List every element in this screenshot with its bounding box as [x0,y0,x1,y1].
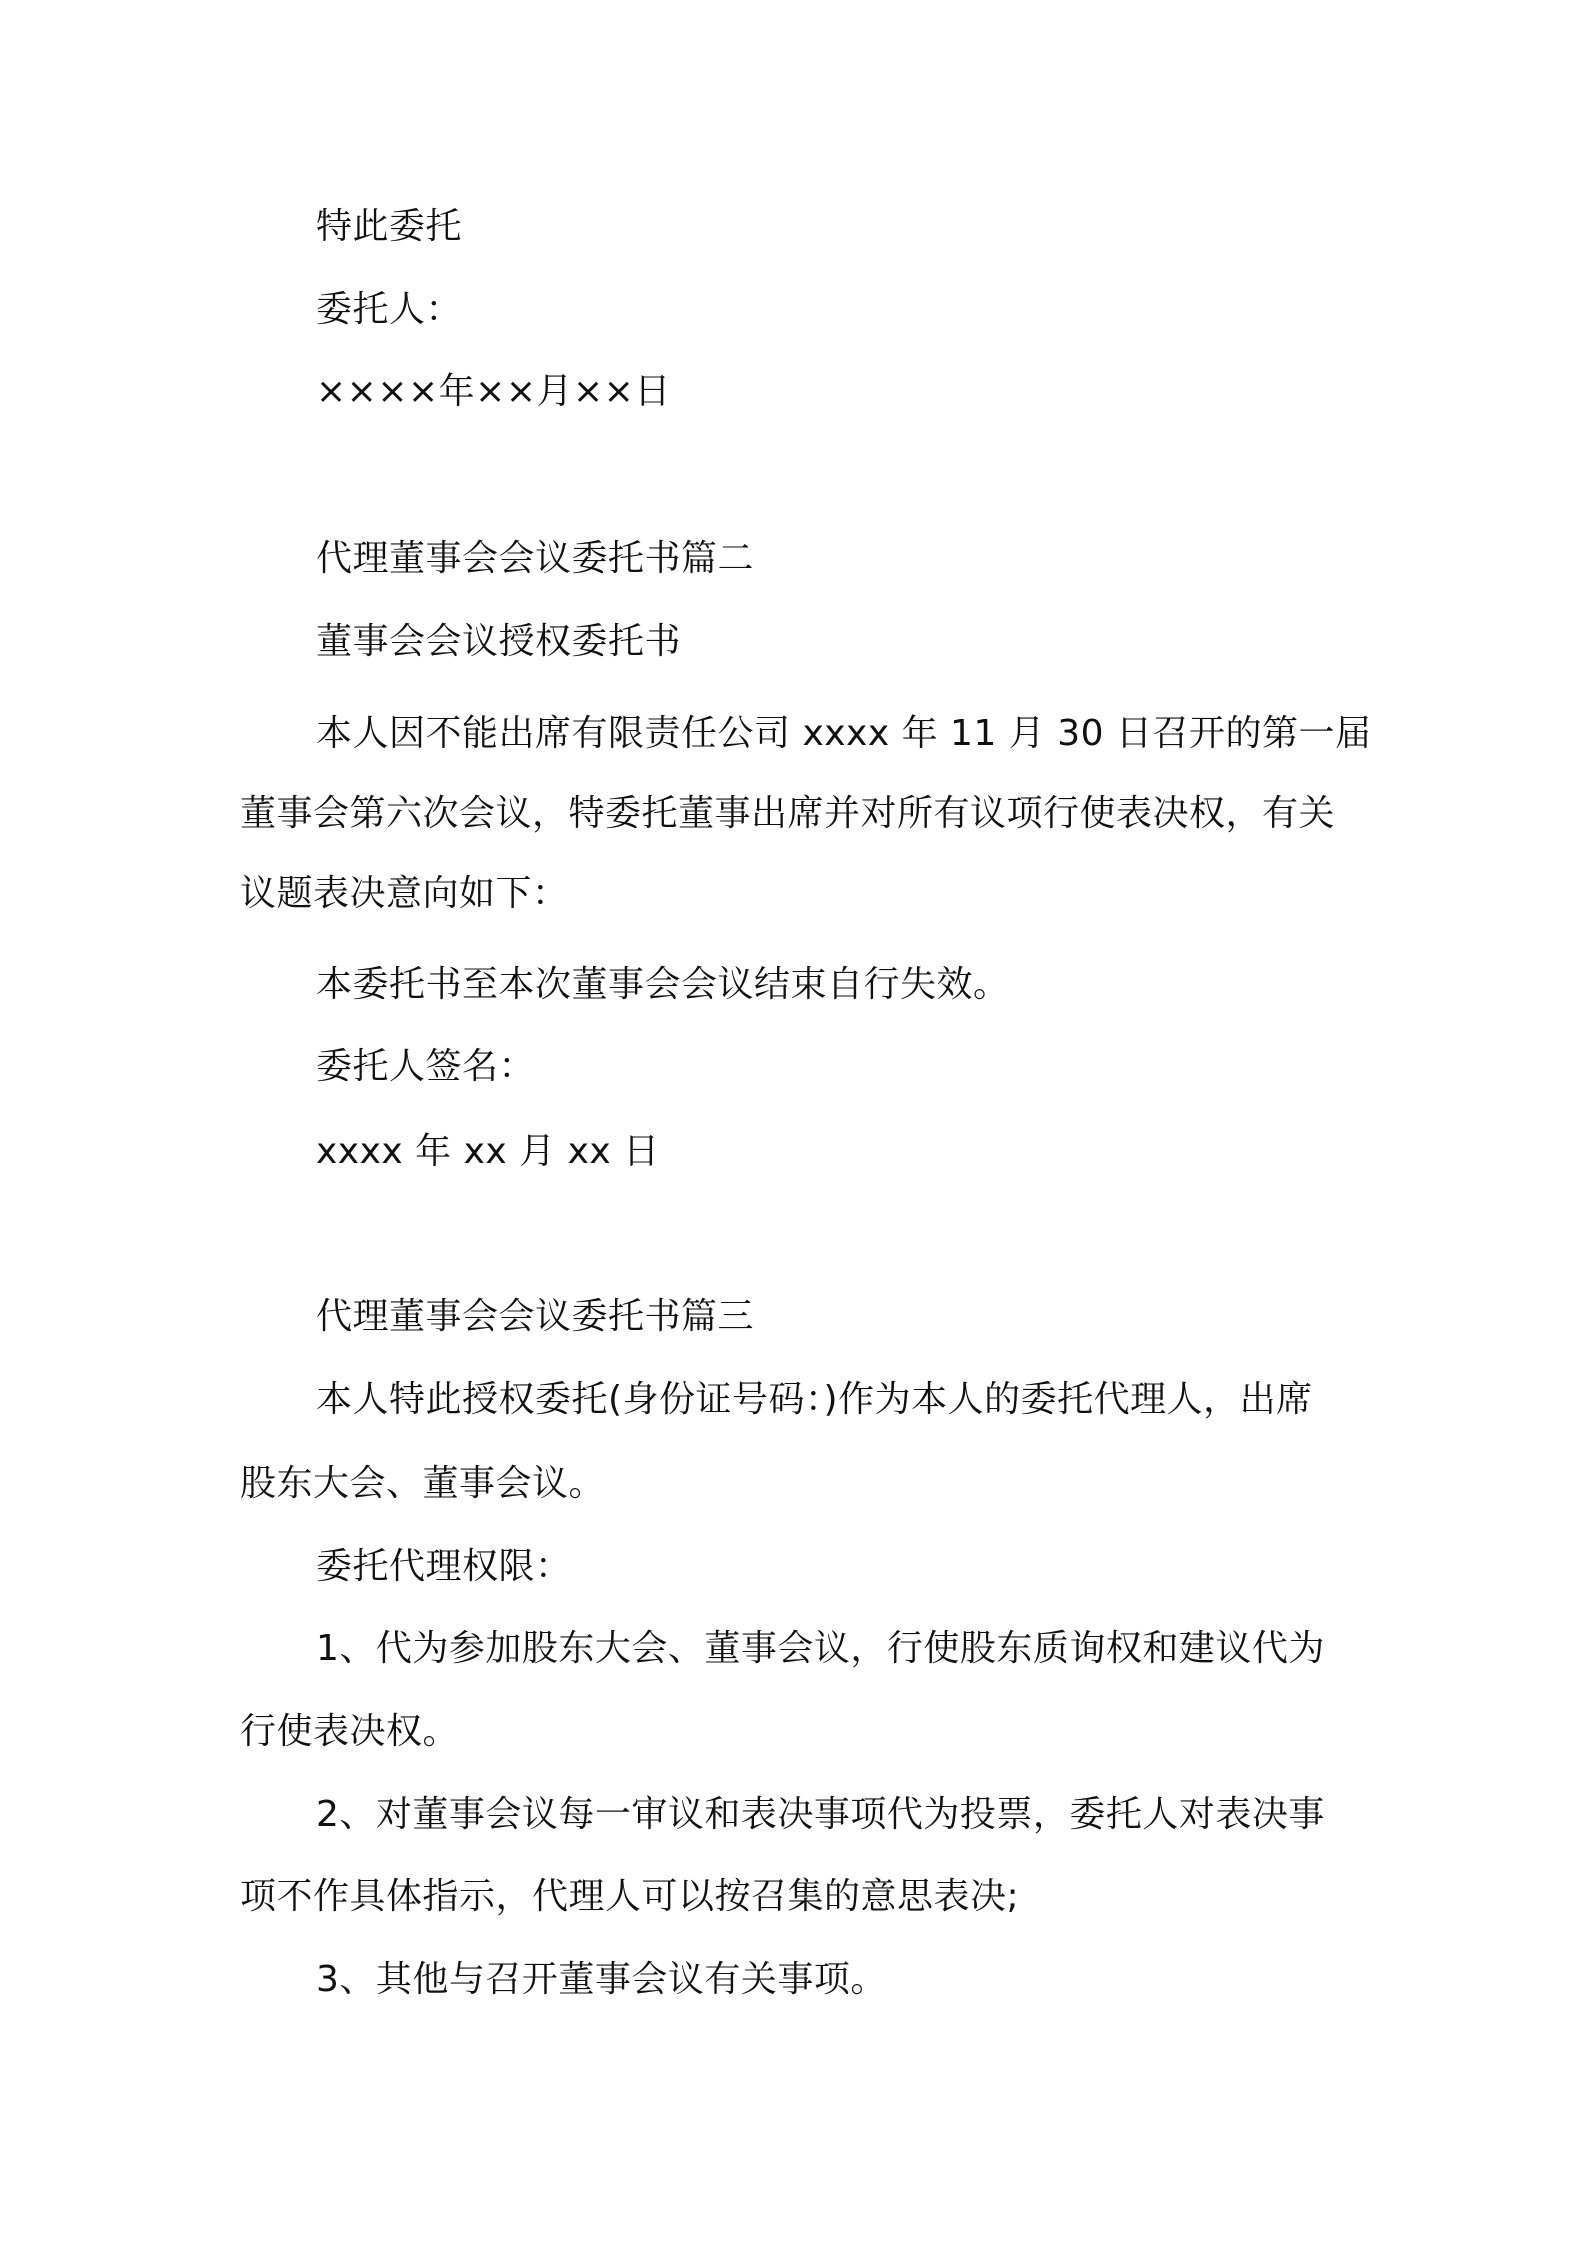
list-item-1-line: 行使表决权。 [240,1711,460,1752]
list-item-3: 3、其他与召开董事会议有关事项。 [316,1959,887,2000]
principal-label: 委托人： [316,289,463,330]
list-item-2-line: 项不作具体指示，代理人可以按召集的意思表决; [240,1876,1020,1917]
date-line-1: ××××年××月××日 [316,371,671,412]
signature-label: 委托人签名： [316,1046,536,1087]
date-line-2: xxxx 年 xx 月 xx 日 [316,1131,660,1172]
list-item-1-line: 1、代为参加股东大会、董事会议，行使股东质询权和建议代为 [316,1628,1325,1669]
body-paragraph-line: 股东大会、董事会议。 [240,1463,606,1504]
body-paragraph-line: 本人因不能出席有限责任公司 xxxx 年 11 月 30 日召开的第一届 [316,713,1372,754]
closing-text: 特此委托 [316,206,463,247]
section-heading-3: 代理董事会会议委托书篇三 [316,1296,755,1337]
list-item-2-line: 2、对董事会议每一审议和表决事项代为投票，委托人对表决事 [316,1794,1325,1835]
body-paragraph-line: 本人特此授权委托(身份证号码：)作为本人的委托代理人，出席 [316,1379,1313,1420]
body-paragraph-line: 议题表决意向如下： [240,873,569,914]
body-paragraph-line: 董事会第六次会议，特委托董事出席并对所有议项行使表决权，有关 [240,793,1336,834]
section-heading-2: 代理董事会会议委托书篇二 [316,538,755,579]
scope-label: 委托代理权限： [316,1546,572,1587]
validity-text: 本委托书至本次董事会会议结束自行失效。 [316,964,1010,1005]
document-title-2: 董事会会议授权委托书 [316,621,682,662]
